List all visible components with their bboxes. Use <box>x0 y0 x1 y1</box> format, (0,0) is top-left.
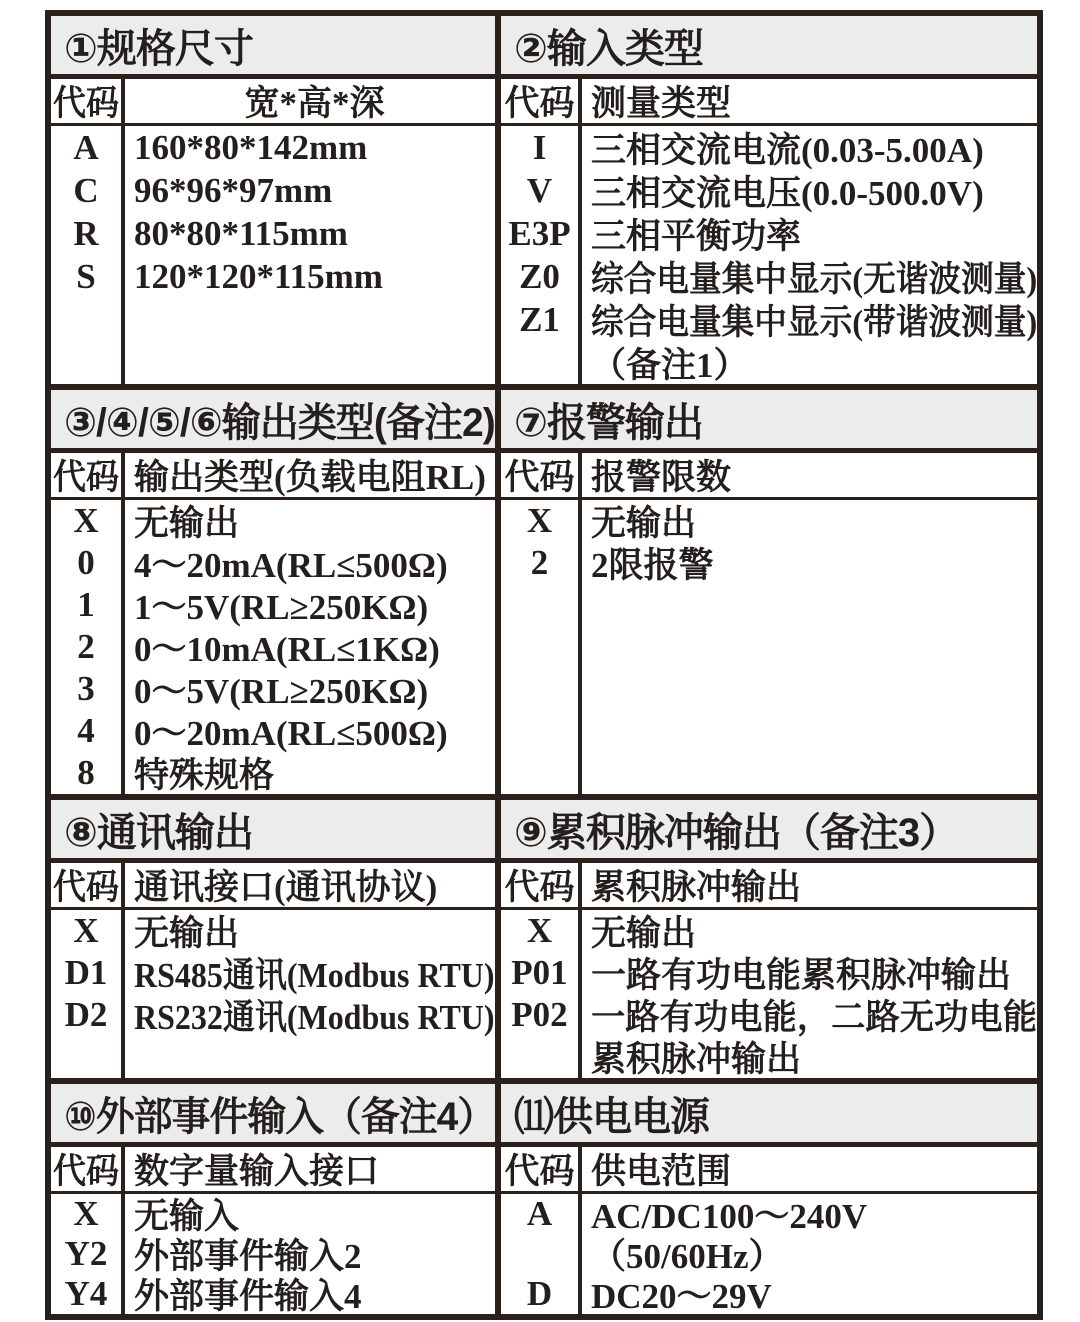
desc-cell: （备注1） <box>591 345 749 385</box>
desc-cell: 外部事件输入2 <box>134 1237 362 1276</box>
table-rows <box>51 910 495 1036</box>
column-header-row <box>501 863 1037 910</box>
desc-cell: 0～20mA(RL≤500Ω) <box>134 714 448 753</box>
section-table <box>501 453 1037 794</box>
code-cell: X <box>73 1194 99 1233</box>
section-table <box>501 1147 1037 1314</box>
table-row <box>51 169 495 212</box>
code-cell: P02 <box>511 995 568 1034</box>
desc-cell: 2限报警 <box>591 546 714 585</box>
table-row <box>501 1274 1037 1314</box>
desc-cell: 1～5V(RL≥250KΩ) <box>134 588 429 627</box>
code-cell: C <box>73 170 99 210</box>
desc-cell: 一路有功电能累积脉冲输出 <box>591 956 1012 995</box>
table-row <box>51 212 495 255</box>
table-row <box>501 994 1037 1036</box>
table-row <box>51 1274 495 1314</box>
table-row <box>501 910 1037 952</box>
section-title: ⑧通讯输出 <box>51 800 495 863</box>
desc-cell: 三相平衡功率 <box>591 216 802 256</box>
section-alarm-output <box>495 390 1037 794</box>
table-band-2 <box>51 390 1037 800</box>
section-spec-size <box>51 16 495 384</box>
code-cell: D2 <box>64 995 108 1034</box>
table-row <box>501 1036 1037 1078</box>
table-row <box>501 212 1037 255</box>
column-header-row <box>51 1147 495 1194</box>
desc-cell: 累积脉冲输出 <box>591 1040 802 1079</box>
desc-cell: 无输出 <box>591 914 697 953</box>
code-cell: A <box>526 1194 553 1233</box>
section-title: ③/④/⑤/⑥输出类型(备注2) <box>51 390 495 453</box>
column-header-desc: 输出类型(负载电阻RL) <box>134 458 486 497</box>
table-rows <box>501 500 1037 584</box>
column-header-row <box>501 79 1037 126</box>
table-rows <box>501 1194 1037 1314</box>
desc-cell: 特殊规格 <box>134 756 275 795</box>
desc-cell: 120*120*115mm <box>134 256 383 296</box>
desc-cell: 80*80*115mm <box>134 213 348 253</box>
table-row <box>501 169 1037 212</box>
desc-cell: 160*80*142mm <box>134 127 368 167</box>
section-power-supply <box>495 1084 1037 1314</box>
section-title: ⑩外部事件输入（备注4） <box>51 1084 495 1147</box>
section-title: ②输入类型 <box>501 16 1037 79</box>
section <box>501 390 1037 794</box>
table-row <box>501 341 1037 384</box>
code-cell: S <box>76 256 96 296</box>
column-header-row <box>501 1147 1037 1194</box>
desc-cell: DC20～29V <box>591 1277 772 1316</box>
table-row <box>51 1194 495 1234</box>
column-header-code: 代码 <box>504 1152 575 1191</box>
code-cell: P01 <box>511 953 568 992</box>
table-rows <box>51 1194 495 1314</box>
code-cell: Y2 <box>64 1234 108 1273</box>
desc-cell: 0～5V(RL≥250KΩ) <box>134 672 429 711</box>
column-header-code: 代码 <box>53 84 120 123</box>
table-row <box>501 952 1037 994</box>
desc-cell: 外部事件输入4 <box>134 1277 362 1316</box>
code-cell: A <box>73 127 99 167</box>
section <box>51 390 495 794</box>
code-cell <box>501 1234 578 1274</box>
section-pulse-output <box>495 800 1037 1078</box>
column-header-desc: 累积脉冲输出 <box>591 868 802 907</box>
desc-cell: RS485通讯(Modbus RTU) <box>134 956 495 995</box>
code-cell: 0 <box>77 543 95 582</box>
code-cell: I <box>532 127 547 167</box>
table-row <box>51 584 495 626</box>
section-output-type <box>51 390 495 794</box>
column-header-desc: 数字量输入接口 <box>134 1152 380 1191</box>
section <box>51 800 495 1078</box>
desc-cell: 0～10mA(RL≤1KΩ) <box>134 630 440 669</box>
table-rows <box>51 126 495 298</box>
column-header-row <box>51 79 495 126</box>
column-header-row <box>501 453 1037 500</box>
column-header-row <box>51 863 495 910</box>
desc-cell: （50/60Hz） <box>591 1237 784 1276</box>
table-row <box>51 542 495 584</box>
code-cell: E3P <box>508 213 571 253</box>
table-band-1 <box>51 16 1037 390</box>
section <box>51 16 495 384</box>
code-cell: 8 <box>77 753 95 792</box>
section-input-type <box>495 16 1037 384</box>
column-header-code: 代码 <box>53 868 120 907</box>
column-header-desc: 报警限数 <box>591 458 732 497</box>
desc-cell: 一路有功电能，二路无功电能 <box>591 998 1038 1037</box>
table-row <box>51 952 495 994</box>
desc-cell: RS232通讯(Modbus RTU) <box>134 998 495 1037</box>
section-title: ⑨累积脉冲输出（备注3） <box>501 800 1037 863</box>
code-cell: X <box>73 501 99 540</box>
section-title: ①规格尺寸 <box>51 16 495 79</box>
table-row <box>501 298 1037 341</box>
desc-cell: 无输出 <box>134 914 240 953</box>
table-row <box>501 1234 1037 1274</box>
column-header-desc: 供电范围 <box>591 1152 732 1191</box>
table-band-3 <box>51 800 1037 1084</box>
table-row <box>51 626 495 668</box>
column-header-code: 代码 <box>504 84 575 123</box>
code-cell <box>501 1037 578 1077</box>
section-table <box>501 863 1037 1078</box>
column-header-code: 代码 <box>53 458 120 497</box>
desc-cell: 96*96*97mm <box>134 170 333 210</box>
section-table <box>51 1147 495 1314</box>
table-row <box>51 255 495 298</box>
code-cell: 1 <box>77 585 95 624</box>
table-rows <box>501 126 1037 384</box>
code-cell: X <box>73 911 99 950</box>
table-row <box>51 126 495 169</box>
section <box>501 1084 1037 1314</box>
desc-cell: 综合电量集中显示(带谐波测量) <box>591 302 1038 342</box>
desc-cell: 综合电量集中显示(无谐波测量) <box>591 259 1038 299</box>
table-row <box>51 500 495 542</box>
code-cell: D1 <box>64 953 108 992</box>
table-row <box>501 542 1037 584</box>
table-rows <box>51 500 495 794</box>
code-cell: X <box>526 501 553 540</box>
section <box>501 16 1037 384</box>
code-cell: Z0 <box>519 256 560 296</box>
section <box>51 1084 495 1314</box>
desc-cell: 无输出 <box>591 504 697 543</box>
code-cell: X <box>526 911 553 950</box>
table-row <box>501 126 1037 169</box>
table-row <box>51 710 495 752</box>
code-cell: 3 <box>77 669 95 708</box>
code-cell: 4 <box>77 711 95 750</box>
section-communication-output <box>51 800 495 1078</box>
section-table <box>51 453 495 794</box>
code-cell: Y4 <box>64 1274 108 1313</box>
code-cell: 2 <box>77 627 95 666</box>
section-table <box>51 79 495 384</box>
column-header-code: 代码 <box>504 868 575 907</box>
section-table <box>501 79 1037 384</box>
column-header-desc: 测量类型 <box>591 84 732 123</box>
section-title: ⑦报警输出 <box>501 390 1037 453</box>
desc-cell: AC/DC100～240V <box>591 1197 868 1236</box>
code-cell <box>501 343 578 383</box>
code-cell: 2 <box>530 543 549 582</box>
table-band-4 <box>51 1084 1037 1314</box>
table-row <box>51 1234 495 1274</box>
table-row <box>501 500 1037 542</box>
model-selection-table <box>45 10 1043 1320</box>
section-external-event-input <box>51 1084 495 1314</box>
desc-cell: 无输入 <box>134 1197 240 1236</box>
table-row <box>51 752 495 794</box>
desc-cell: 无输出 <box>134 504 240 543</box>
column-header-row <box>51 453 495 500</box>
section-title: ⑾供电电源 <box>501 1084 1037 1147</box>
code-cell: R <box>73 213 99 253</box>
table-row <box>501 255 1037 298</box>
table-rows <box>501 910 1037 1078</box>
table-row <box>51 910 495 952</box>
desc-cell: 4～20mA(RL≤500Ω) <box>134 546 448 585</box>
table-row <box>51 994 495 1036</box>
column-header-code: 代码 <box>53 1152 120 1191</box>
section <box>501 800 1037 1078</box>
column-header-desc: 通讯接口(通讯协议) <box>134 868 438 907</box>
desc-cell: 三相交流电压(0.0-500.0V) <box>591 173 984 213</box>
column-header-code: 代码 <box>504 458 575 497</box>
code-cell: D <box>526 1274 553 1313</box>
code-cell: V <box>526 170 553 210</box>
code-cell: Z1 <box>519 299 560 339</box>
table-row <box>501 1194 1037 1234</box>
section-table <box>51 863 495 1078</box>
desc-cell: 三相交流电流(0.03-5.00A) <box>591 130 984 170</box>
table-row <box>51 668 495 710</box>
column-header-desc: 宽*高*深 <box>244 84 385 123</box>
